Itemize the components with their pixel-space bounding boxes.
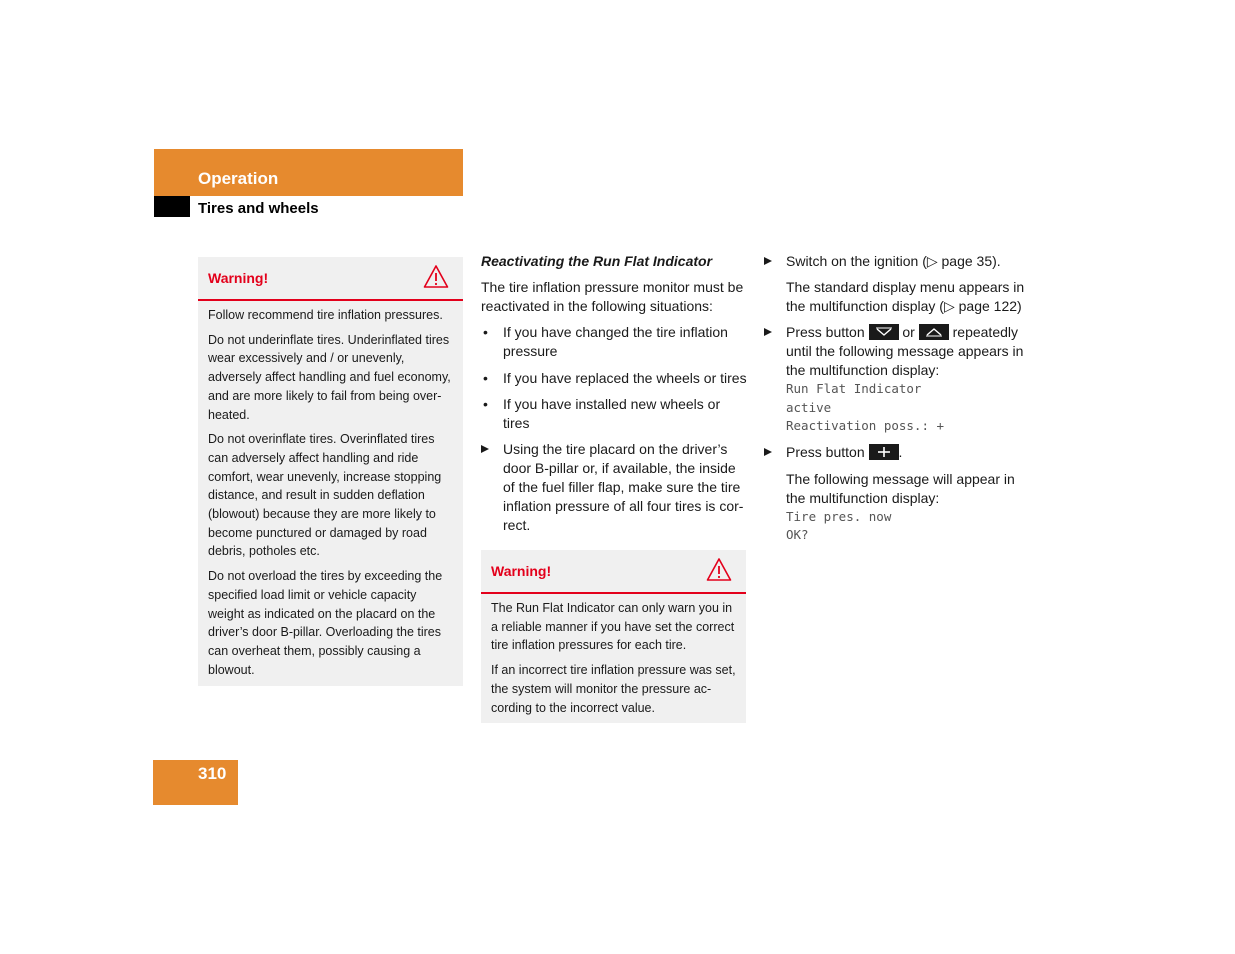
warning-paragraph: Follow recommend tire inflation pressures. (208, 308, 443, 322)
warning-label: Warning! (208, 270, 269, 286)
step-text: Press button (786, 324, 865, 340)
list-item: • If you have changed the tire inflation pressure (483, 324, 728, 359)
warning-paragraph: Do not underinflate tires. Underinflated tires wear excessively and / or unevenly, adversely affect handling and fuel economy, and are more likely to fail from being over-heated. (208, 332, 451, 422)
warning-box-run-flat (481, 550, 746, 723)
display-line: active (786, 399, 832, 415)
subsection-marker (154, 196, 190, 217)
warning-label: Warning! (491, 563, 552, 579)
warning-triangle-icon (423, 264, 449, 290)
reactivation-heading: Reactivating the Run Flat Indicator (481, 253, 713, 269)
warning-body (481, 594, 746, 731)
list-item: • If you have installed new wheels or tires (483, 396, 721, 431)
middle-column (481, 252, 747, 535)
page-number: 310 (198, 764, 227, 783)
display-line: Reactivation poss.: + (786, 418, 945, 433)
display-message (764, 508, 1034, 545)
arrow-down-button-icon (869, 324, 899, 340)
step-text: Switch on the ignition (▷ page 35). (786, 253, 1001, 269)
step-text: Press button (786, 443, 865, 460)
plus-button-icon (869, 444, 899, 460)
warning-header (481, 550, 746, 594)
display-line: Run Flat Indicator (786, 381, 922, 396)
bullet-text: If you have installed new wheels or tires (503, 396, 721, 431)
display-message (786, 380, 1034, 436)
step-item (481, 440, 747, 535)
step-text: repeatedly until the following message appears in the multifunction display: (786, 324, 1024, 378)
step-text: or (902, 324, 915, 340)
warning-triangle-icon (706, 557, 732, 583)
warning-box-tire-pressure (198, 257, 463, 686)
step-arrow-icon (764, 328, 772, 336)
warning-paragraph: Do not overload the tires by exceeding the specified load limit or vehicle capacity weight as indicated on the placard on the driver’s door B-pillar. Overloading the tires can overheat them, possibly causing a blowout. (208, 569, 443, 677)
warning-body (198, 301, 463, 693)
intro-text: The tire inflation pressure monitor must be reactivated in the following situations: (481, 279, 744, 314)
warning-paragraph: The Run Flat Indicator can only warn you in a reliable manner if you have set the correct tire inflation pressures for each tire. (491, 601, 735, 653)
step-arrow-icon (481, 445, 489, 453)
step-item (764, 252, 1034, 271)
list-item: • If you have replaced the wheels or tires (483, 370, 747, 386)
display-line: OK? (786, 527, 809, 542)
step-text: . (898, 443, 903, 460)
display-line: Tire pres. now (786, 508, 892, 524)
step-note: The standard display menu appears in the multifunction display (▷ page 122) (786, 279, 1025, 314)
warning-paragraph: If an incorrect tire inflation pressure was set, the system will monitor the pressure ac-cording to the incorrect value. (491, 663, 736, 715)
bullet-text: If you have changed the tire inflation pressure (503, 324, 728, 359)
step-arrow-icon (764, 257, 772, 265)
warning-header (198, 257, 463, 301)
arrow-up-button-icon (919, 324, 949, 340)
step-item (764, 323, 1034, 436)
section-title: Operation (198, 169, 279, 188)
step-arrow-icon (764, 448, 772, 456)
step-item (764, 443, 1034, 462)
warning-paragraph: Do not overinflate tires. Overinflated tires can adversely affect handling and ride comfort, wear unevenly, increase stopping distance, and result in sudden deflation (blowout) because they are more likely to become punctured or damaged by road debris, potholes etc. (208, 432, 442, 559)
step-text: Using the tire placard on the driver’s door B-pillar or, if available, the inside of the fuel filler flap, make sure the tire inflation pressure of all four tires is cor-rect. (503, 441, 744, 533)
subsection-title: Tires and wheels (198, 200, 319, 217)
right-column (764, 252, 1034, 545)
bullet-text: If you have replaced the wheels or tires (503, 370, 747, 386)
step-note: The following message will appear in the multifunction display: (786, 470, 1015, 506)
